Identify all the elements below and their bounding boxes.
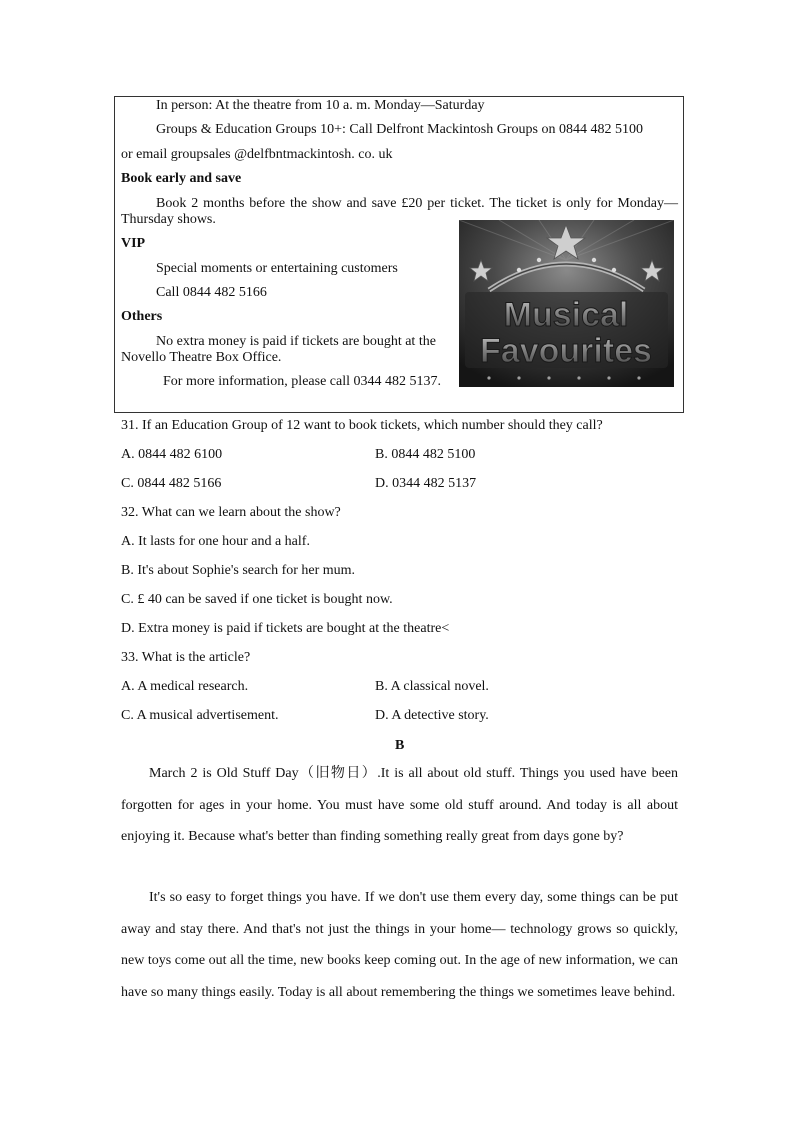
section-b-paragraph-2-text: It's so easy to forget things you have. If we don't use them every day, some things can be put away and stay there. And that's not just the things in your home— technology grows so quickly, new toys come out all the time, new books keep coming out. In the age of new information, we can have so many things easily. Today is all about remembering the things we sometimes leave behind. (121, 890, 678, 1000)
ad-others-line2: Novello Theatre Box Office. (121, 350, 282, 365)
ad-book-early-line2: Thursday shows. (121, 212, 216, 227)
question-33-stem: 33. What is the article? (121, 650, 251, 665)
question-31-option-a: A. 0844 482 6100 (121, 447, 223, 462)
section-b-heading: B (395, 738, 405, 753)
ad-book-early-line1: Book 2 months before the show and save £20 per ticket. The ticket is only for Monday— (156, 196, 678, 211)
section-b-paragraph-2 (121, 882, 678, 1008)
ad-groups: Groups & Education Groups 10+: Call Delfront Mackintosh Groups on 0844 482 5100 (156, 122, 643, 137)
question-33-option-c: C. A musical advertisement. (121, 708, 279, 723)
question-32-option-b: B. It's about Sophie's search for her mum. (121, 563, 356, 578)
ad-more-info: For more information, please call 0344 482 5137. (163, 374, 441, 389)
question-33-option-b: B. A classical novel. (375, 679, 489, 694)
section-b-paragraph-1 (121, 758, 678, 853)
ad-vip-line2: Call 0844 482 5166 (156, 285, 267, 300)
ad-book-early-heading: Book early and save (121, 171, 242, 186)
poster-title-line1: Musical (503, 296, 629, 334)
question-32-option-d: D. Extra money is paid if tickets are bought at the theatre< (121, 621, 450, 636)
ad-vip-line1: Special moments or entertaining customers (156, 261, 398, 276)
question-31-option-d: D. 0344 482 5137 (375, 476, 477, 491)
question-31-stem: 31. If an Education Group of 12 want to book tickets, which number should they call? (121, 418, 603, 433)
question-33-option-d: D. A detective story. (375, 708, 489, 723)
question-31-option-b: B. 0844 482 5100 (375, 447, 476, 462)
question-33-option-a: A. A medical research. (121, 679, 249, 694)
ad-others-heading: Others (121, 309, 163, 324)
ad-vip-heading: VIP (121, 236, 146, 251)
ad-in-person: In person: At the theatre from 10 a. m. Monday—Saturday (156, 98, 485, 113)
poster-title-line2: Favourites (480, 332, 652, 370)
ad-email: or email groupsales @delfbntmackintosh. co. uk (121, 147, 393, 162)
musical-favourites-poster (459, 220, 674, 387)
question-32-stem: 32. What can we learn about the show? (121, 505, 341, 520)
question-32-option-c: C. £ 40 can be saved if one ticket is bought now. (121, 592, 393, 607)
section-b-paragraph-1-text: March 2 is Old Stuff Day（旧物日）.It is all about old stuff. Things you used have been forgotten for ages in your home. You must have some old stuff around. And today is all about enjoying it. Because what's better than finding something really great from days gone by? (121, 766, 678, 844)
question-31-option-c: C. 0844 482 5166 (121, 476, 222, 491)
ad-others-line1: No extra money is paid if tickets are bought at the (156, 334, 436, 349)
question-32-option-a: A. It lasts for one hour and a half. (121, 534, 310, 549)
